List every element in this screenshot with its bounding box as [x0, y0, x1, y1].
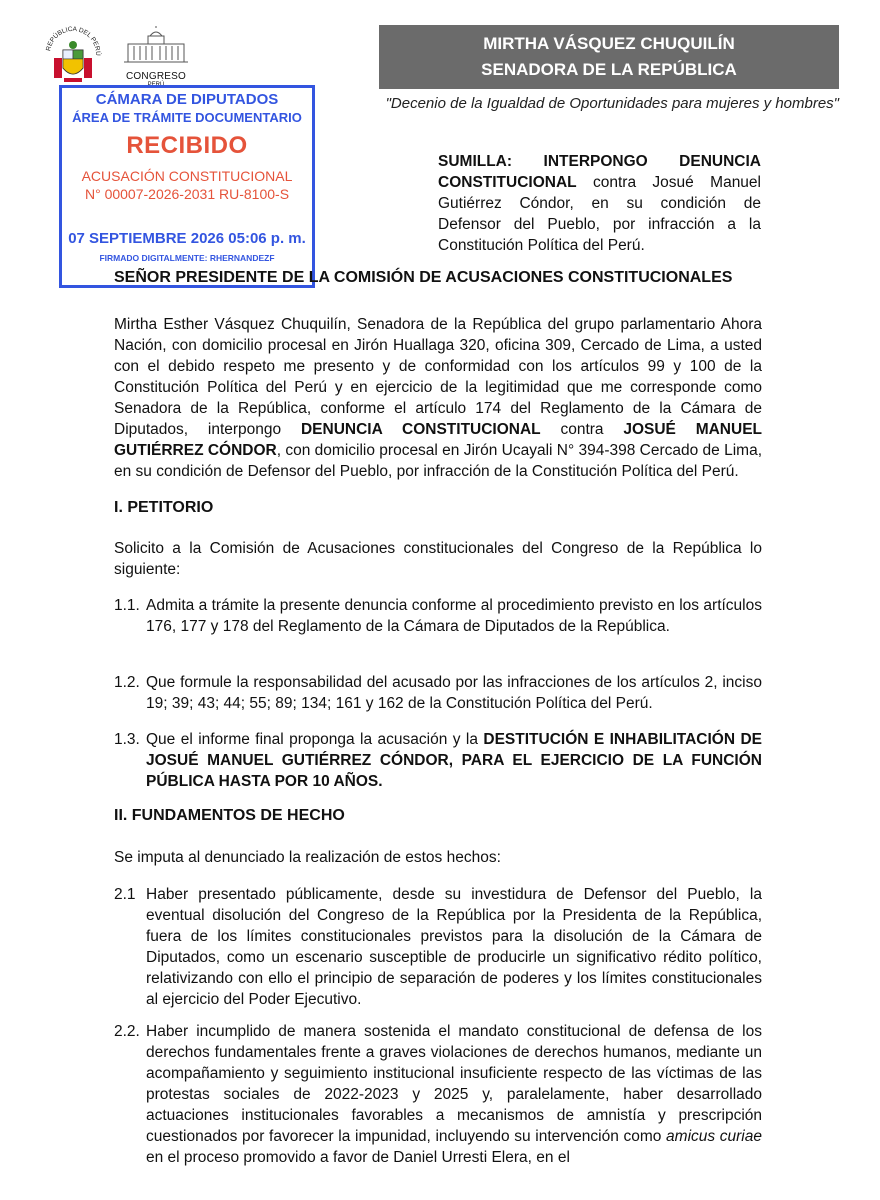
list-item-text: Que el informe final proponga la acusación y la	[146, 731, 484, 748]
intro-text-3: , con domicilio procesal en Jirón Ucayali N° 394-398 Cercado de Lima, en su condición de Defensor del Pueblo, por infracción de la Constitución Política del Perú.	[114, 442, 763, 480]
list-item-number: 2.1	[114, 886, 136, 903]
list-item	[114, 672, 762, 714]
stamp-date: 07 SEPTIEMBRE 2026 05:06 p. m.	[68, 230, 306, 247]
stamp-type: ACUSACIÓN CONSTITUCIONAL	[81, 168, 293, 184]
sumilla-bold: SUMILLA: INTERPONGO DENUNCIA CONSTITUCIONAL	[438, 153, 761, 191]
senator-title: SENADORA DE LA REPÚBLICA	[481, 60, 737, 79]
intro-paragraph	[114, 314, 762, 482]
list-item-body	[146, 729, 762, 792]
intro-text-2: contra	[540, 421, 624, 438]
fundamentos-lead: Se imputa al denunciado la realización de estos hechos:	[114, 849, 501, 866]
decade-motto: "Decenio de la Igualdad de Oportunidades para mujeres y hombres"	[385, 95, 839, 112]
stamp-signature: FIRMADO DIGITALMENTE: RHERNANDEZF	[99, 253, 275, 263]
list-item-italic: amicus curiae	[666, 1128, 762, 1145]
list-item	[114, 1021, 762, 1168]
intro-text-1: Mirtha Esther Vásquez Chuquilín, Senadora de la República del grupo parlamentario Ahora Nación, con domicilio procesal en Jirón Huallaga 320, oficina 309, Cercado de Lima, a usted con el debido respeto me presento y de conformidad con los artículos 99 y 100 de la Constitución Política del Perú y en ejercicio de la legitimidad que me corresponde como Senadora de la República, conforme el artículo 174 del Reglamento de la Cámara de Diputados, interpongo	[114, 316, 762, 438]
stamp-chamber: CÁMARA DE DIPUTADOS	[95, 91, 279, 108]
sumilla-text: contra Josué Manuel Gutiérrez Cóndor, en su condición de Defensor del Pueblo, por infracción a la Constitución Política del Perú.	[438, 174, 761, 254]
list-item-text-continued: en el proceso promovido a favor de Daniel Urresti Elera, en el	[146, 1149, 570, 1166]
list-item	[114, 729, 762, 792]
peru-logo-text: REPÚBLICA DEL PERÚ	[45, 25, 102, 56]
intro-bold-2: JOSUÉ MANUEL GUTIÉRREZ CÓNDOR	[114, 421, 762, 459]
list-item-number: 1.3.	[114, 731, 140, 748]
list-item	[114, 595, 762, 637]
list-item-number: 2.2.	[114, 1023, 140, 1040]
list-item	[114, 884, 762, 1010]
intro-bold-1: DENUNCIA CONSTITUCIONAL	[300, 421, 541, 438]
stamp-area: ÁREA DE TRÁMITE DOCUMENTARIO	[72, 110, 302, 125]
list-item-text: Haber presentado públicamente, desde su investidura de Defensor del Pueblo, la eventual disolución del Congreso de la República por la Presidenta de la República, fuera de los límites constitucionales previstos para la disolución de la Cámara de Diputados, como un escenario susceptible de producirle un significativo rédito político, relativizando con ello el principio de separación de poderes y los límites constitucionales al ejercicio del Poder Ejecutivo.	[146, 886, 762, 1008]
list-item-text: Haber incumplido de manera sostenida el mandato constitucional de defensa de los derechos fundamentales frente a graves violaciones de derechos humanos, mediante un acompañamiento y seguimiento institucional insuficiente respecto de las víctimas de las protestas sociales de 2022-2023 y 2025 y, paralelamente, haber desarrollado actuaciones institucionales favorables a mecanismos de amnistía y prescripción cuestionados por favorecer la impunidad, incluyendo su intervención como	[146, 1023, 762, 1145]
congreso-logo-text: CONGRESO	[126, 71, 186, 82]
addressee-line: SEÑOR PRESIDENTE DE LA COMISIÓN DE ACUSACIONES CONSTITUCIONALES	[114, 269, 733, 286]
senator-name: MIRTHA VÁSQUEZ CHUQUILÍN	[483, 34, 735, 53]
congress-building-icon	[120, 26, 192, 66]
list-item-number: 1.2.	[114, 674, 140, 691]
list-item-body	[146, 1021, 762, 1168]
list-item-text: Que formule la responsabilidad del acusado por las infracciones de los artículos 2, inciso 19; 39; 43; 44; 55; 89; 134; 161 y 162 de la Constitución Política del Perú.	[146, 674, 762, 712]
stamp-number: N° 00007-2026-2031 RU-8100-S	[84, 186, 290, 202]
section-heading-fundamentos: II. FUNDAMENTOS DE HECHO	[114, 807, 345, 824]
list-item-bold: DESTITUCIÓN E INHABILITACIÓN DE JOSUÉ MANUEL GUTIÉRREZ CÓNDOR, PARA EL EJERCICIO DE LA FUNCIÓN PÚBLICA HASTA POR 10 AÑOS.	[146, 731, 762, 790]
list-item-number: 1.1.	[114, 597, 140, 614]
sumilla	[438, 151, 761, 256]
section-heading-petitorio: I. PETITORIO	[114, 499, 214, 516]
received-stamp	[59, 85, 315, 288]
peru-coat-of-arms-logo	[44, 24, 102, 88]
congreso-logo-subtext: PERÚ	[147, 82, 165, 88]
list-item-text: Admita a trámite la presente denuncia conforme al procedimiento previsto en los artículos 176, 177 y 178 del Reglamento de la Cámara de Diputados de la República.	[146, 597, 762, 635]
congreso-logo	[120, 26, 192, 92]
petitorio-lead: Solicito a la Comisión de Acusaciones constitucionales del Congreso de la República lo siguiente:	[114, 540, 762, 578]
stamp-status: RECIBIDO	[126, 132, 248, 159]
senator-banner	[379, 25, 839, 89]
